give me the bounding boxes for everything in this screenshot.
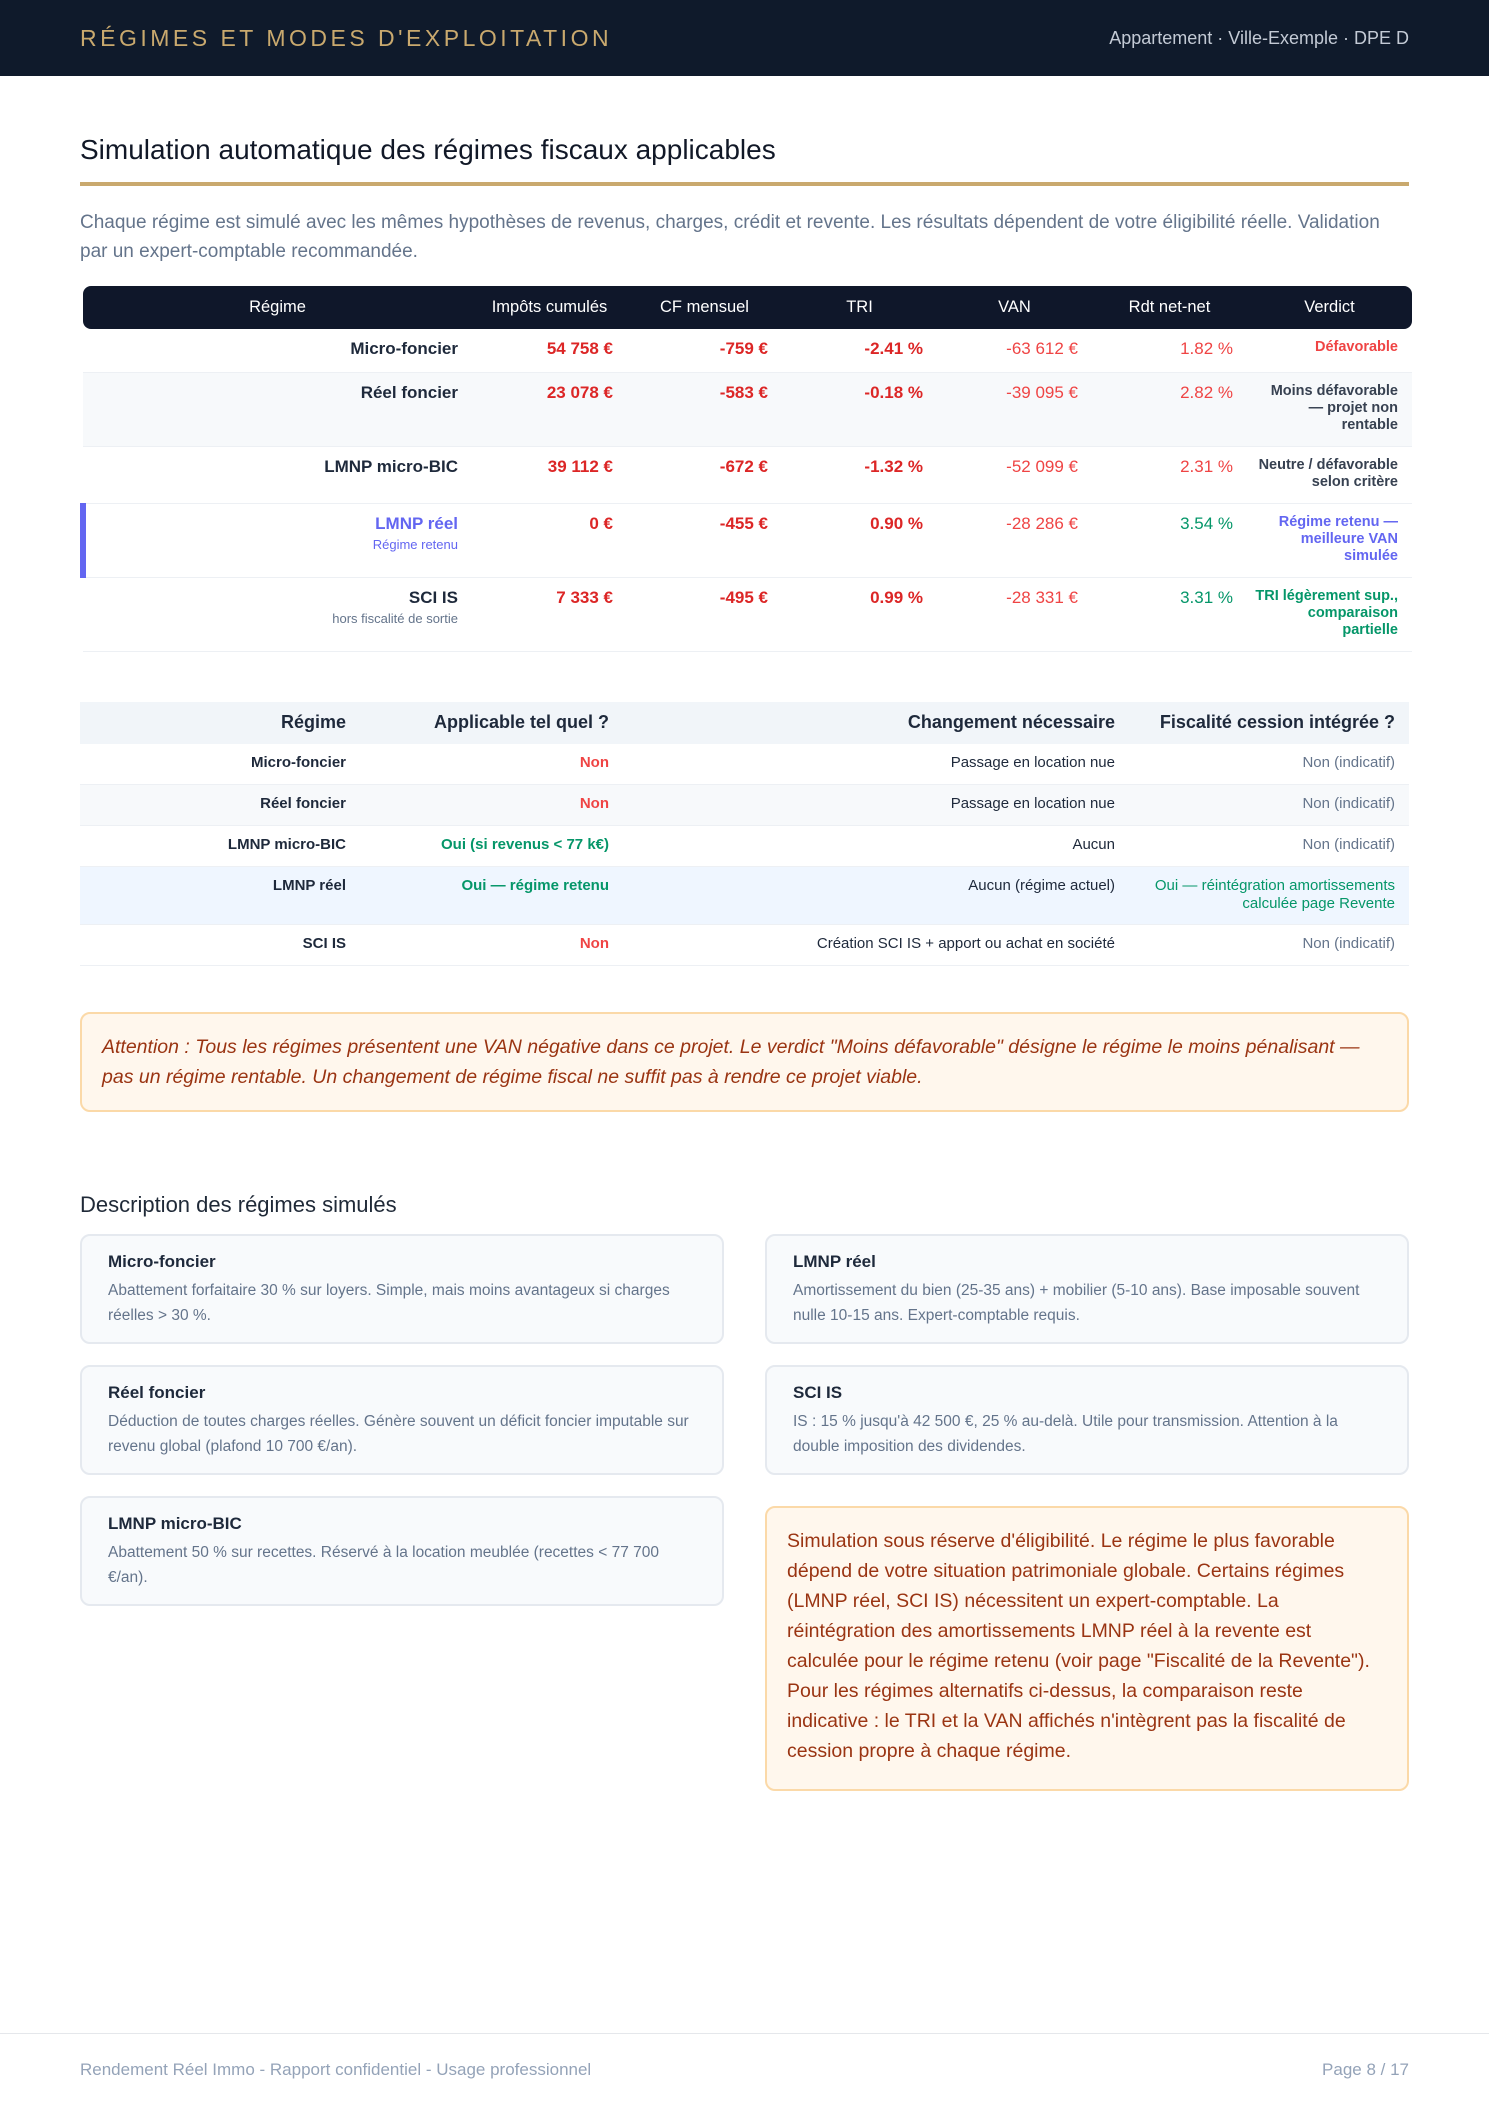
- impots-cell: 0 €: [472, 503, 627, 577]
- van-cell: -39 095 €: [937, 372, 1092, 446]
- rdt-cell: 1.82 %: [1092, 329, 1247, 372]
- tri-cell: -2.41 %: [782, 329, 937, 372]
- applicable-cell: Oui (si revenus < 77 k€): [360, 826, 623, 867]
- regime-name: LMNP réel: [80, 867, 360, 925]
- regime-name: Réel foncier: [80, 785, 360, 826]
- table-row-retained: [80, 867, 1409, 925]
- table-header-row: [80, 702, 1409, 744]
- applicable-cell: Non: [360, 785, 623, 826]
- regime-name: LMNP micro-BIC: [324, 456, 458, 476]
- impots-cell: 7 333 €: [472, 577, 627, 651]
- fiscalite-cell: Non (indicatif): [1129, 925, 1409, 966]
- impots-cell: 39 112 €: [472, 446, 627, 503]
- fiscalite-cell: Non (indicatif): [1129, 826, 1409, 867]
- regime-name: LMNP réel: [375, 513, 458, 533]
- regime-name: SCI IS: [80, 925, 360, 966]
- table-row: [83, 372, 1412, 446]
- changement-cell: Aucun: [623, 826, 1129, 867]
- van-cell: -28 331 €: [937, 577, 1092, 651]
- col-header-impots: Impôts cumulés: [472, 286, 627, 329]
- fiscalite-cell: Oui — réintégration amortissements calculée page Revente: [1129, 867, 1409, 925]
- changement-cell: Création SCI IS + apport ou achat en société: [623, 925, 1129, 966]
- col-header-regime: Régime: [83, 286, 472, 329]
- regime-card-micro-foncier: [80, 1234, 724, 1344]
- table-row: [83, 446, 1412, 503]
- rdt-cell: 3.54 %: [1092, 503, 1247, 577]
- title-divider: [80, 182, 1409, 186]
- tri-cell: 0.90 %: [782, 503, 937, 577]
- fiscalite-cell: Non (indicatif): [1129, 744, 1409, 785]
- regime-name: LMNP micro-BIC: [80, 826, 360, 867]
- col-header-verdict: Verdict: [1247, 286, 1412, 329]
- applicable-cell: Non: [360, 744, 623, 785]
- regime-name: Micro-foncier: [80, 744, 360, 785]
- rdt-cell: 2.82 %: [1092, 372, 1247, 446]
- card-text: Déduction de toutes charges réelles. Génère souvent un déficit foncier imputable sur revenu global (plafond 10 700 €/an).: [108, 1413, 689, 1455]
- regime-card-sci-is: [765, 1365, 1409, 1475]
- verdict-cell: Défavorable: [1247, 329, 1412, 372]
- cf-cell: -583 €: [627, 372, 782, 446]
- header-property-info: Appartement · Ville-Exemple · DPE D: [1109, 27, 1409, 48]
- col-header-regime: Régime: [80, 702, 360, 744]
- cf-cell: -495 €: [627, 577, 782, 651]
- card-title: LMNP micro-BIC: [108, 1514, 242, 1533]
- table-row: [80, 744, 1409, 785]
- card-title: SCI IS: [793, 1383, 843, 1402]
- regime-card-lmnp-micro-bic: [80, 1496, 724, 1606]
- warning-callout: Attention : Tous les régimes présentent une VAN négative dans ce projet. Le verdict "Moins défavorable" désigne le régime le moins pénalisant — pas un régime rentable. Un changement de régime fiscal ne suffit pas à rendre ce projet viable.: [80, 1012, 1409, 1112]
- regime-subtitle: hors fiscalité de sortie: [332, 610, 458, 626]
- card-text: Abattement forfaitaire 30 % sur loyers. Simple, mais moins avantageux si charges réelles > 30 %.: [108, 1282, 670, 1324]
- page-footer: [0, 2033, 1489, 2105]
- main-content: [80, 76, 1409, 1814]
- table-row-retained: [83, 503, 1412, 577]
- card-title: LMNP réel: [793, 1252, 876, 1271]
- col-header-cf: CF mensuel: [627, 286, 782, 329]
- eligibility-note: Simulation sous réserve d'éligibilité. Le régime le plus favorable dépend de votre situation patrimoniale globale. Certains régimes (LMNP réel, SCI IS) nécessitent un expert-comptable. La réintégration des amortissements LMNP réel à la revente est calculée pour le régime retenu (voir page "Fiscalité de la Revente"). Pour les régimes alternatifs ci-dessus, la comparaison reste indicative : le TRI et la VAN affichés n'intègrent pas la fiscalité de cession propre à chaque régime.: [765, 1506, 1409, 1791]
- regimes-simulation-table: [80, 286, 1412, 652]
- rdt-cell: 2.31 %: [1092, 446, 1247, 503]
- table-row: [80, 785, 1409, 826]
- regime-subtitle: Régime retenu: [372, 536, 458, 552]
- tri-cell: -0.18 %: [782, 372, 937, 446]
- tri-cell: -1.32 %: [782, 446, 937, 503]
- page-number: Page 8 / 17: [1322, 2059, 1409, 2079]
- regime-name: Micro-foncier: [350, 339, 458, 358]
- col-header-changement: Changement nécessaire: [623, 702, 1129, 744]
- card-title: Micro-foncier: [108, 1252, 216, 1271]
- col-header-van: VAN: [937, 286, 1092, 329]
- cf-cell: -759 €: [627, 329, 782, 372]
- fiscalite-cell: Non (indicatif): [1129, 785, 1409, 826]
- applicable-cell: Non: [360, 925, 623, 966]
- van-cell: -63 612 €: [937, 329, 1092, 372]
- cf-cell: -672 €: [627, 446, 782, 503]
- verdict-cell: TRI légèrement sup., comparaison partielle: [1247, 577, 1412, 651]
- verdict-cell: Régime retenu — meilleure VAN simulée: [1247, 503, 1412, 577]
- col-header-fiscalite: Fiscalité cession intégrée ?: [1129, 702, 1409, 744]
- col-header-applicable: Applicable tel quel ?: [360, 702, 623, 744]
- section-intro: Chaque régime est simulé avec les mêmes hypothèses de revenus, charges, crédit et revente. Les résultats dépendent de votre éligibilité réelle. Validation par un expert-comptable recommandée.: [80, 212, 1380, 262]
- rdt-cell: 3.31 %: [1092, 577, 1247, 651]
- table-row: [80, 925, 1409, 966]
- changement-cell: Passage en location nue: [623, 744, 1129, 785]
- descriptions-grid: [80, 1234, 1409, 1814]
- impots-cell: 54 758 €: [472, 329, 627, 372]
- regime-card-lmnp-reel: [765, 1234, 1409, 1344]
- verdict-cell: Neutre / défavorable selon critère: [1247, 446, 1412, 503]
- card-text: Amortissement du bien (25-35 ans) + mobilier (5-10 ans). Base imposable souvent nulle 10-15 ans. Expert-comptable requis.: [793, 1282, 1360, 1324]
- header-title: RÉGIMES ET MODES D'EXPLOITATION: [80, 24, 613, 51]
- section-title: Simulation automatique des régimes fiscaux applicables: [80, 134, 776, 165]
- table-row: [83, 329, 1412, 372]
- page-header: [0, 0, 1489, 76]
- card-text: Abattement 50 % sur recettes. Réservé à la location meublée (recettes < 77 700 €/an).: [108, 1544, 659, 1586]
- changement-cell: Aucun (régime actuel): [623, 867, 1129, 925]
- descriptions-title: Description des régimes simulés: [80, 1192, 397, 1217]
- regime-name: Réel foncier: [360, 382, 458, 402]
- regimes-eligibility-table: [80, 702, 1409, 967]
- col-header-rdt: Rdt net-net: [1092, 286, 1247, 329]
- applicable-cell: Oui — régime retenu: [360, 867, 623, 925]
- van-cell: -52 099 €: [937, 446, 1092, 503]
- table-row: [83, 577, 1412, 651]
- footer-left-text: Rendement Réel Immo - Rapport confidentiel - Usage professionnel: [80, 2059, 592, 2079]
- col-header-tri: TRI: [782, 286, 937, 329]
- van-cell: -28 286 €: [937, 503, 1092, 577]
- table-row: [80, 826, 1409, 867]
- card-title: Réel foncier: [108, 1383, 206, 1402]
- regime-name: SCI IS: [408, 587, 458, 607]
- table-header-row: [83, 286, 1412, 329]
- card-text: IS : 15 % jusqu'à 42 500 €, 25 % au-delà. Utile pour transmission. Attention à la double imposition des dividendes.: [793, 1413, 1338, 1455]
- impots-cell: 23 078 €: [472, 372, 627, 446]
- changement-cell: Passage en location nue: [623, 785, 1129, 826]
- regime-card-reel-foncier: [80, 1365, 724, 1475]
- cf-cell: -455 €: [627, 503, 782, 577]
- tri-cell: 0.99 %: [782, 577, 937, 651]
- verdict-cell: Moins défavorable — projet non rentable: [1247, 372, 1412, 446]
